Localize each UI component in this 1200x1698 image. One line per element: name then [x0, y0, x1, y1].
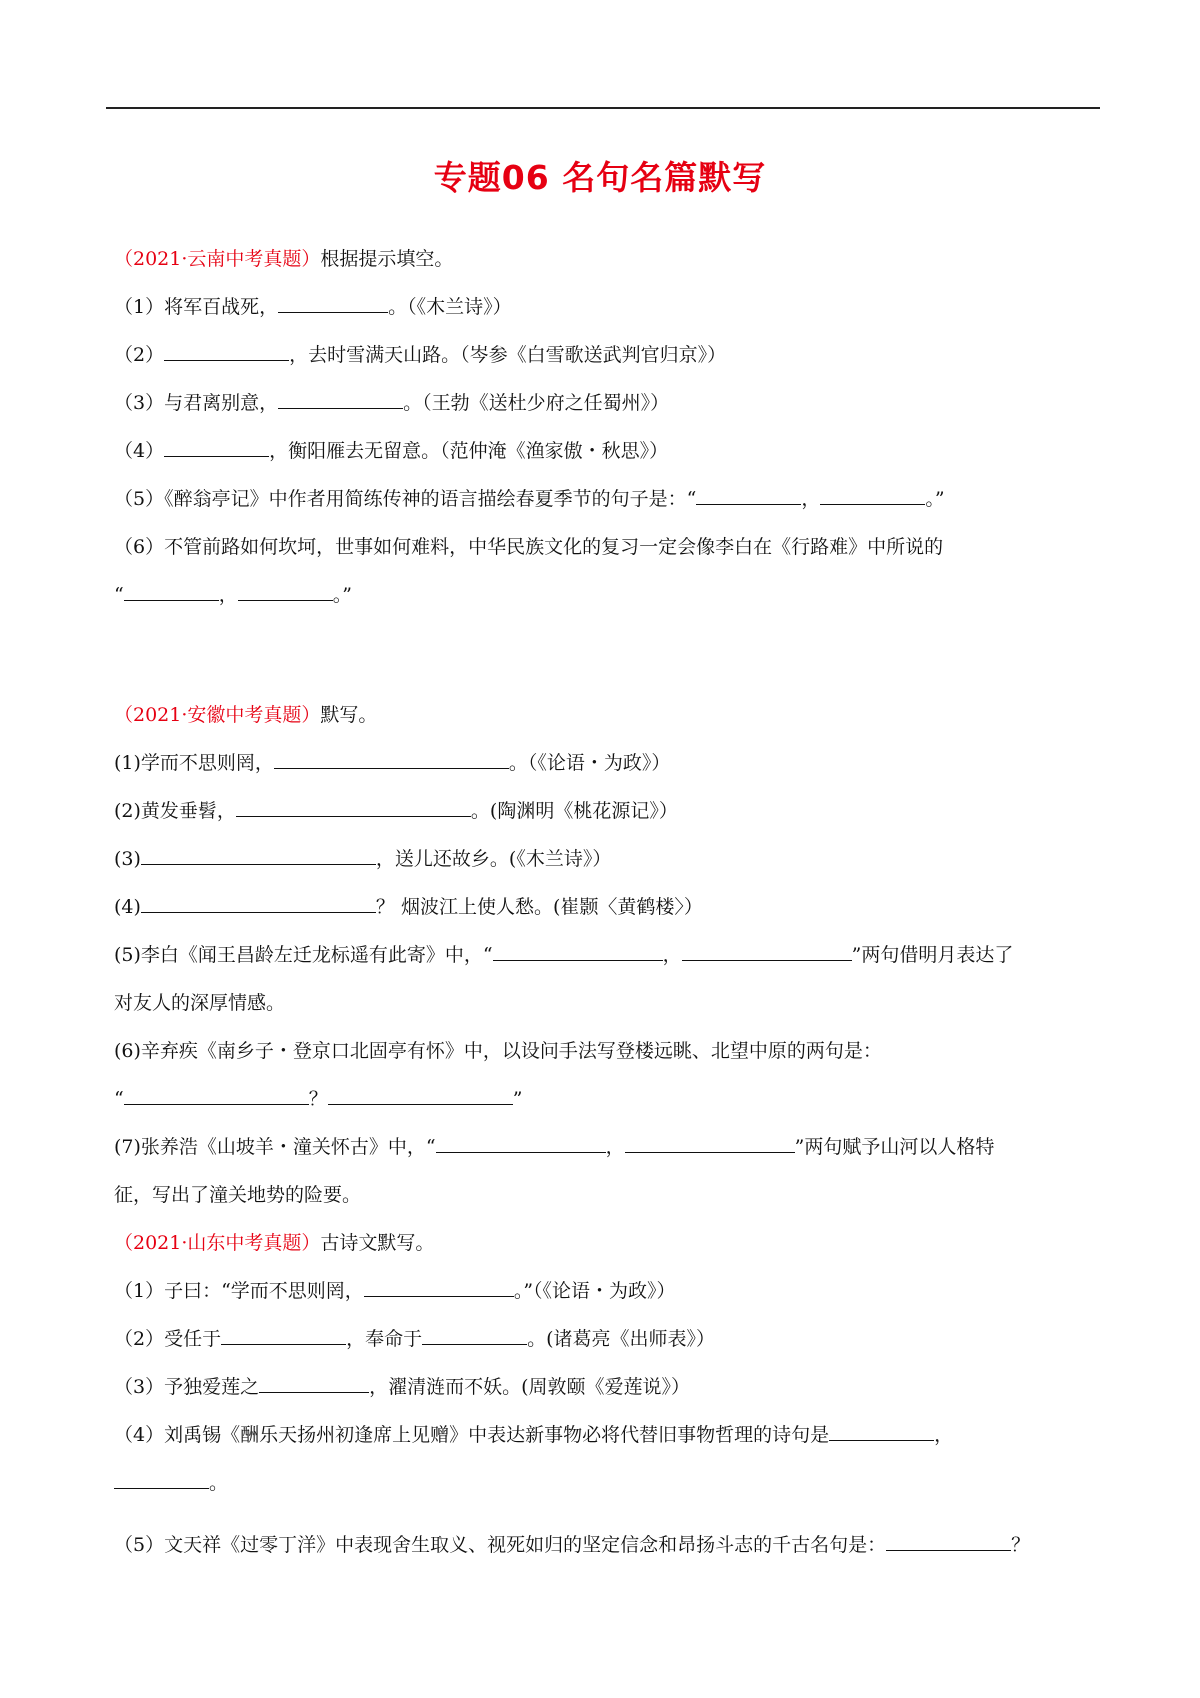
question-item [114, 486, 1104, 534]
question-item [114, 1532, 1104, 1580]
question-text: （3）与君离别意， [114, 392, 279, 414]
section-shandong [114, 1230, 1104, 1580]
question-item [114, 390, 1104, 438]
section-yunnan [114, 246, 1104, 630]
question-text: (1)学而不思则罔， [114, 752, 274, 774]
question-text: ？ [308, 1088, 328, 1110]
answer-blank[interactable] [238, 582, 333, 601]
question-item [114, 798, 1104, 846]
question-text: (4) [114, 896, 141, 918]
answer-blank[interactable] [820, 486, 925, 505]
question-text: （3）予独爱莲之 [114, 1376, 260, 1398]
answer-blank[interactable] [236, 798, 471, 817]
section-heading [114, 702, 1104, 750]
question-item-continued [114, 1470, 1104, 1532]
question-text: ” [512, 1088, 523, 1110]
question-item [114, 894, 1104, 942]
page-title: 专题06 名句名篇默写 [433, 158, 767, 197]
question-text: （4）刘禹锡《酬乐天扬州初逢席上见赠》中表达新事物必将代替旧事物哲理的诗句是 [114, 1424, 830, 1446]
question-item [114, 846, 1104, 894]
question-text: (2)黄发垂髫， [114, 800, 236, 822]
question-text: （6）不管前路如何坎坷，世事如何难料，中华民族文化的复习一定会像李白在《行路难》中所说的 [114, 536, 944, 558]
answer-blank[interactable] [328, 1086, 513, 1105]
question-text: ，送儿还故乡。(《木兰诗》） [375, 848, 612, 870]
answer-blank[interactable] [696, 486, 801, 505]
answer-blank[interactable] [625, 1134, 795, 1153]
section-anhui [114, 702, 1104, 1230]
source-label: （2021·安徽中考真题） [114, 704, 321, 726]
question-text: 对友人的深厚情感。 [114, 992, 286, 1014]
question-item-continued [114, 1182, 1104, 1230]
question-text: “ [114, 1088, 124, 1110]
question-item [114, 942, 1104, 990]
answer-blank[interactable] [278, 294, 388, 313]
answer-blank[interactable] [124, 582, 219, 601]
answer-blank[interactable] [141, 894, 376, 913]
answer-blank[interactable] [278, 390, 403, 409]
question-item [114, 750, 1104, 798]
answer-blank[interactable] [682, 942, 852, 961]
question-text: （1）将军百战死， [114, 296, 279, 318]
answer-blank[interactable] [164, 342, 289, 361]
question-item [114, 1278, 1104, 1326]
question-text: ，衡阳雁去无留意。（范仲淹《渔家傲・秋思》） [269, 440, 669, 462]
question-item [114, 1134, 1104, 1182]
question-item-continued [114, 990, 1104, 1038]
answer-blank[interactable] [493, 942, 663, 961]
question-text: （2）受任于 [114, 1328, 222, 1350]
answer-blank[interactable] [259, 1374, 369, 1393]
question-text: (7)张养浩《山坡羊・潼关怀古》中，“ [114, 1136, 436, 1158]
answer-blank[interactable] [124, 1086, 309, 1105]
question-text: (3) [114, 848, 141, 870]
question-text: 。(诸葛亮《出师表》） [527, 1328, 716, 1350]
question-text: ？ 烟波江上使人愁。(崔颢〈黄鹤楼〉） [375, 896, 703, 918]
answer-blank[interactable] [829, 1422, 934, 1441]
question-text: ， [662, 944, 682, 966]
question-text: “ [114, 584, 124, 606]
instruction-text: 根据提示填空。 [320, 248, 454, 270]
question-text: (5)李白《闻王昌龄左迁龙标遥有此寄》中，“ [114, 944, 493, 966]
answer-blank[interactable] [422, 1326, 527, 1345]
answer-blank[interactable] [886, 1532, 1011, 1551]
question-text: ，去时雪满天山路。（岑参《白雪歌送武判官归京》） [289, 344, 727, 366]
question-text: 。” [332, 584, 352, 606]
answer-blank[interactable] [221, 1326, 346, 1345]
question-item-continued [114, 582, 1104, 630]
instruction-text: 古诗文默写。 [320, 1232, 435, 1254]
question-item-continued [114, 1086, 1104, 1134]
answer-blank[interactable] [436, 1134, 606, 1153]
section-heading [114, 1230, 1104, 1278]
question-item [114, 294, 1104, 342]
question-text: 。（王勃《送杜少府之任蜀州》） [403, 392, 670, 414]
question-item [114, 1422, 1104, 1470]
answer-blank[interactable] [364, 1278, 514, 1297]
question-item [114, 342, 1104, 390]
question-text: ， [605, 1136, 625, 1158]
question-item [114, 1374, 1104, 1422]
question-text: 。 [209, 1472, 229, 1494]
question-text: (6)辛弃疾《南乡子・登京口北固亭有怀》中，以设问手法写登楼远眺、北望中原的两句是： [114, 1040, 882, 1062]
question-text: ”两句赋予山河以人格特 [794, 1136, 995, 1158]
question-text: （4） [114, 440, 165, 462]
answer-blank[interactable] [141, 846, 376, 865]
question-text: 。（《论语・为政》） [508, 752, 671, 774]
question-text: ，濯清涟而不妖。(周敦颐《爱莲说》） [369, 1376, 691, 1398]
question-item [114, 534, 1104, 582]
source-label: （2021·山东中考真题） [114, 1232, 321, 1254]
question-item [114, 1326, 1104, 1374]
answer-blank[interactable] [164, 438, 269, 457]
question-text: 征，写出了潼关地势的险要。 [114, 1184, 362, 1206]
question-text: （1）子曰：“学而不思则罔， [114, 1280, 364, 1302]
question-item [114, 1038, 1104, 1086]
section-heading [114, 246, 1104, 294]
instruction-text: 默写。 [320, 704, 378, 726]
answer-blank[interactable] [274, 750, 509, 769]
question-text: 。” [925, 488, 945, 510]
question-text: （5）《醉翁亭记》中作者用简练传神的语言描绘春夏季节的句子是：“ [114, 488, 697, 510]
question-text: 。”（《论语・为政》） [513, 1280, 676, 1302]
question-text: 。（《木兰诗》） [388, 296, 512, 318]
question-text: ？ [1011, 1534, 1031, 1556]
question-text: ，奉命于 [346, 1328, 423, 1350]
question-text: （5）文天祥《过零丁洋》中表现舍生取义、视死如归的坚定信念和昂扬斗志的千古名句是： [114, 1534, 887, 1556]
question-text: ， [934, 1424, 954, 1446]
source-label: （2021·云南中考真题） [114, 248, 321, 270]
question-text: ”两句借明月表达了 [851, 944, 1014, 966]
question-item [114, 438, 1104, 486]
question-text: ， [218, 584, 238, 606]
question-text: （2） [114, 344, 165, 366]
question-text: ， [801, 488, 821, 510]
header-rule [106, 107, 1100, 109]
question-text: 。(陶渊明《桃花源记》） [470, 800, 678, 822]
answer-blank[interactable] [114, 1470, 209, 1489]
